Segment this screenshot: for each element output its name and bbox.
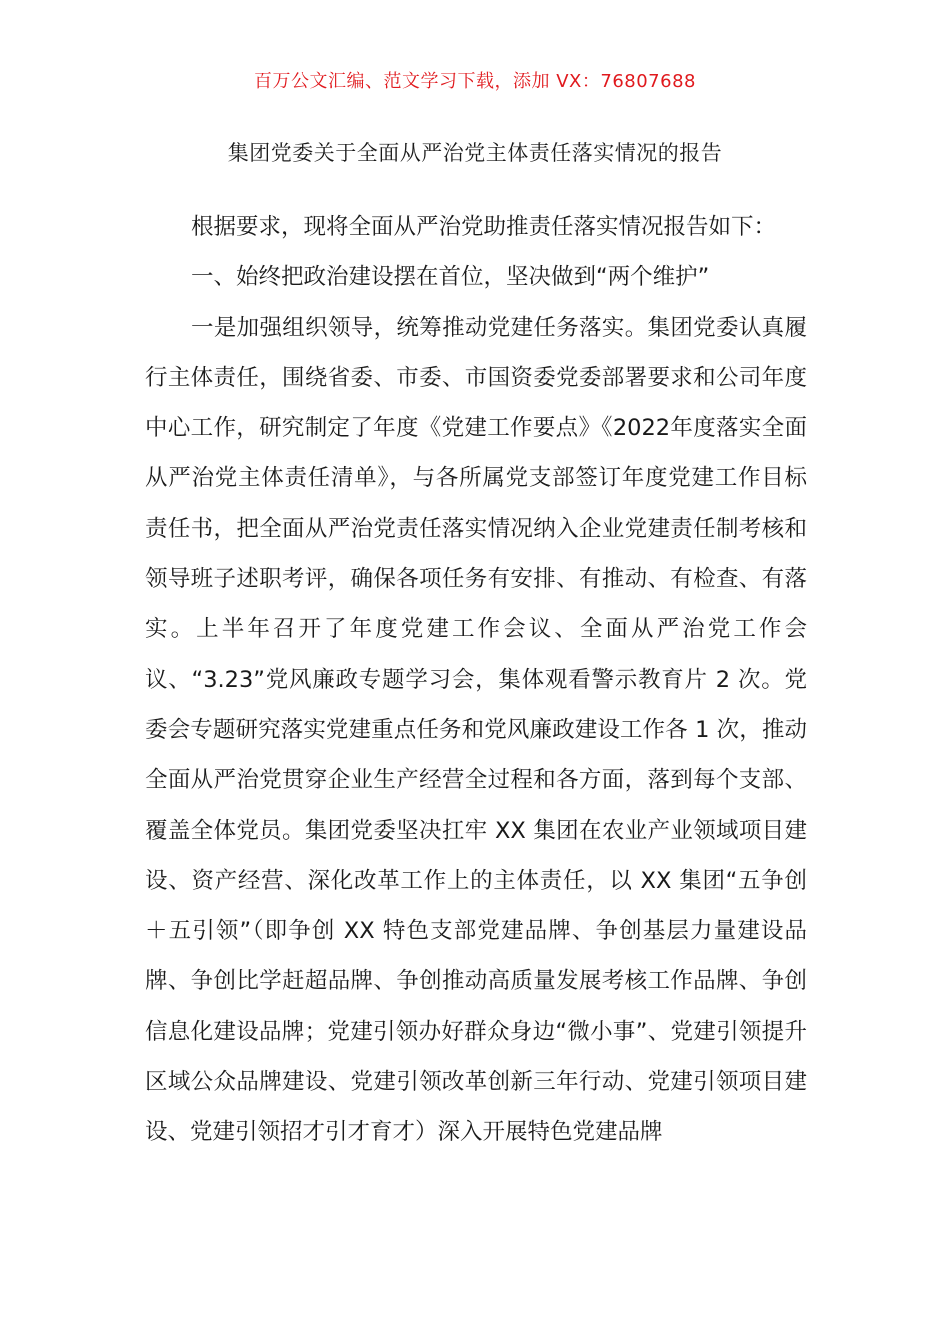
document-body — [145, 202, 807, 1158]
paragraph-intro: 根据要求，现将全面从严治党助推责任落实情况报告如下： — [191, 214, 777, 240]
paragraph-body: 一是加强组织领导，统筹推动党建任务落实。集团党委认真履行主体责任，围绕省委、市委、市国资委党委部署要求和公司年度中心工作，研究制定了年度《党建工作要点》《2022年度落实全面从严治党主体责任清单》，与各所属党支部签订年度党建工作目标责任书，把全面从严治党责任落实情况纳入企业党建责任制考核和领导班子述职考评，确保各项任务有安排、有推动、有检查、有落实。上半年召开了年度党建工作会议、全面从严治党工作会议、“3.23”党风廉政专题学习会，集体观看警示教育片 2 次。党委会专题研究落实党建重点任务和党风廉政建设工作各 1 次，推动全面从严治党贯穿企业生产经营全过程和各方面，落到每个支部、覆盖全体党员。集团党委坚决扛牢 XX 集团在农业产业领域项目建设、资产经营、深化改革工作上的主体责任，以 XX 集团“五争创＋五引领”（即争创 XX 特色支部党建品牌、争创基层力量建设品牌、争创比学赶超品牌、争创推动高质量发展考核工作品牌、争创信息化建设品牌；党建引领办好群众身边“微小事”、党建引领提升区域公众品牌建设、党建引领改革创新三年行动、党建引领项目建设、党建引领招才引才育才）深入开展特色党建品牌 — [145, 314, 807, 1146]
section-heading-1: 一、始终把政治建设摆在首位，坚决做到“两个维护” — [191, 264, 710, 291]
header-banner: 百万公文汇编、范文学习下载，添加 VX：76807688 — [254, 71, 696, 92]
document-title: 集团党委关于全面从严治党主体责任落实情况的报告 — [227, 141, 723, 165]
